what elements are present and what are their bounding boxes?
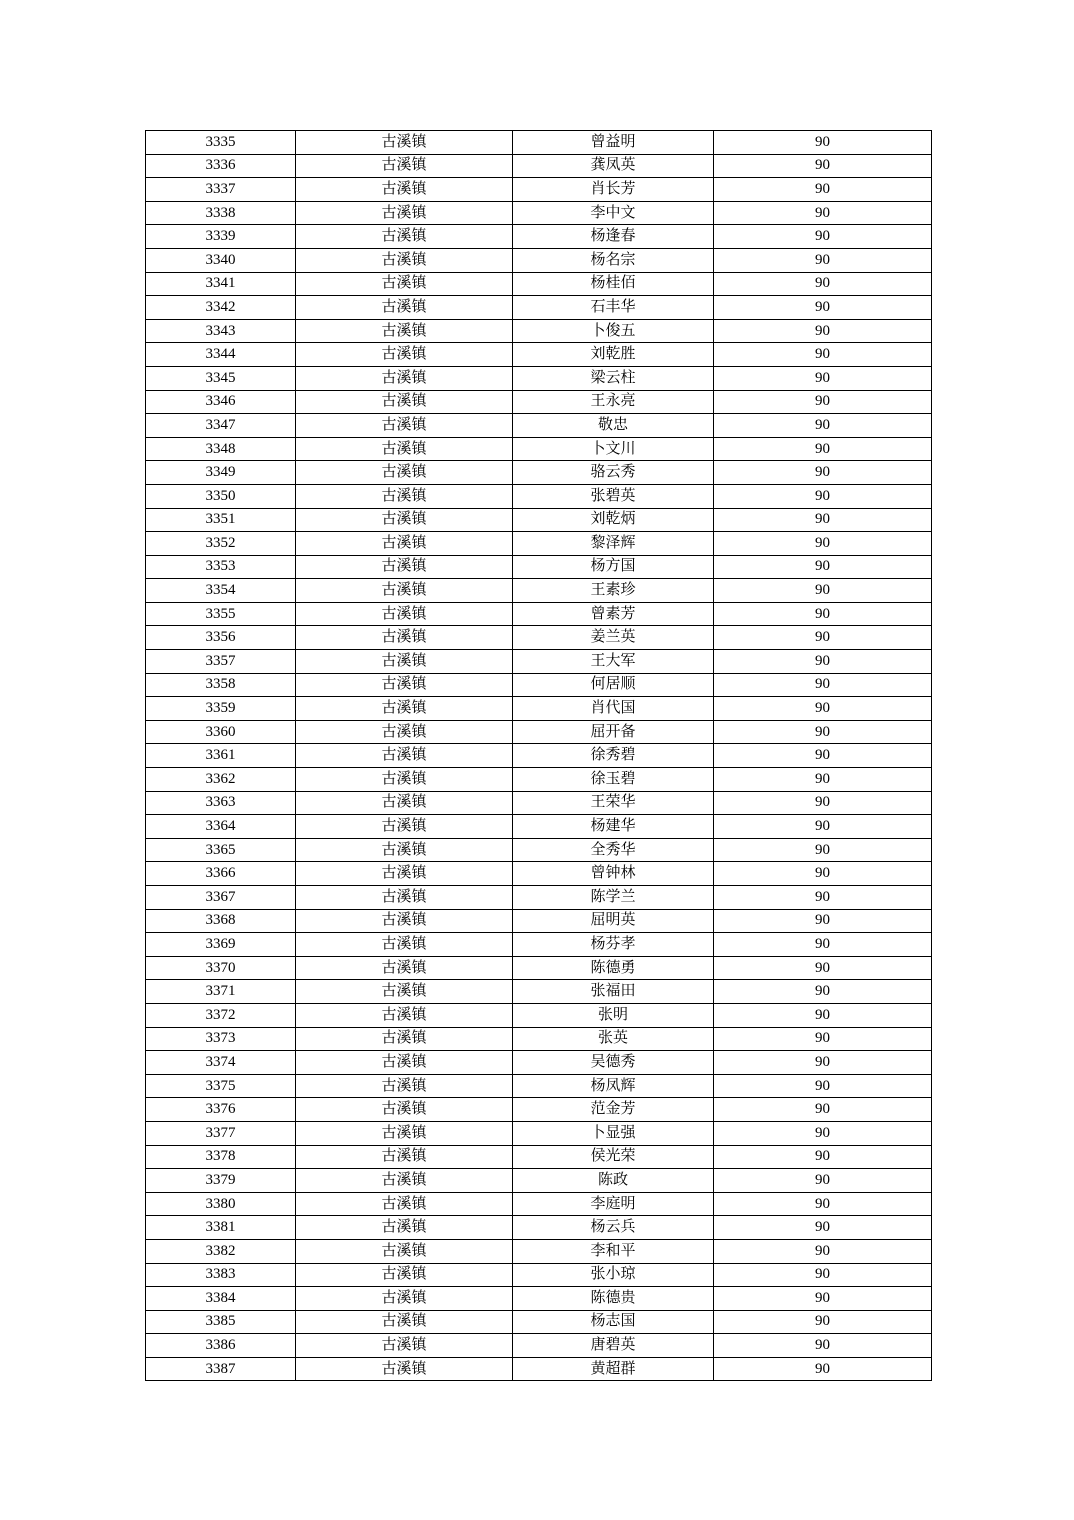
cell-score: 90	[714, 154, 932, 178]
cell-serial: 3345	[146, 366, 296, 390]
table-row	[146, 437, 932, 461]
cell-serial: 3382	[146, 1239, 296, 1263]
table-row	[146, 272, 932, 296]
cell-town: 古溪镇	[296, 131, 513, 155]
cell-serial: 3358	[146, 673, 296, 697]
cell-serial: 3346	[146, 390, 296, 414]
cell-serial: 3383	[146, 1263, 296, 1287]
cell-name: 范金芳	[513, 1098, 714, 1122]
cell-name: 张福田	[513, 980, 714, 1004]
cell-serial: 3357	[146, 650, 296, 674]
cell-name: 何居顺	[513, 673, 714, 697]
cell-score: 90	[714, 1145, 932, 1169]
table-row	[146, 414, 932, 438]
cell-serial: 3379	[146, 1169, 296, 1193]
table-row	[146, 1287, 932, 1311]
table-row	[146, 956, 932, 980]
table-row	[146, 673, 932, 697]
cell-serial: 3349	[146, 461, 296, 485]
table-row	[146, 178, 932, 202]
cell-town: 古溪镇	[296, 1334, 513, 1358]
cell-name: 杨桂佰	[513, 272, 714, 296]
cell-name: 卜文川	[513, 437, 714, 461]
cell-score: 90	[714, 272, 932, 296]
cell-town: 古溪镇	[296, 980, 513, 1004]
table-row	[146, 768, 932, 792]
cell-town: 古溪镇	[296, 697, 513, 721]
cell-name: 陈学兰	[513, 886, 714, 910]
cell-town: 古溪镇	[296, 1003, 513, 1027]
cell-name: 李和平	[513, 1239, 714, 1263]
cell-score: 90	[714, 838, 932, 862]
cell-score: 90	[714, 815, 932, 839]
table-row	[146, 838, 932, 862]
cell-town: 古溪镇	[296, 366, 513, 390]
cell-town: 古溪镇	[296, 1310, 513, 1334]
table-row	[146, 1357, 932, 1381]
table-row	[146, 579, 932, 603]
table-row	[146, 1121, 932, 1145]
cell-score: 90	[714, 555, 932, 579]
table-row	[146, 1098, 932, 1122]
cell-town: 古溪镇	[296, 437, 513, 461]
cell-score: 90	[714, 697, 932, 721]
cell-score: 90	[714, 1310, 932, 1334]
cell-name: 陈政	[513, 1169, 714, 1193]
cell-name: 黎泽辉	[513, 532, 714, 556]
cell-town: 古溪镇	[296, 933, 513, 957]
cell-serial: 3343	[146, 319, 296, 343]
cell-serial: 3339	[146, 225, 296, 249]
score-table	[145, 130, 932, 1381]
cell-name: 杨凤辉	[513, 1074, 714, 1098]
cell-score: 90	[714, 1074, 932, 1098]
cell-town: 古溪镇	[296, 886, 513, 910]
cell-name: 杨建华	[513, 815, 714, 839]
table-row	[146, 1334, 932, 1358]
cell-town: 古溪镇	[296, 343, 513, 367]
cell-serial: 3384	[146, 1287, 296, 1311]
cell-serial: 3351	[146, 508, 296, 532]
cell-town: 古溪镇	[296, 626, 513, 650]
cell-name: 吴德秀	[513, 1051, 714, 1075]
table-row	[146, 650, 932, 674]
cell-score: 90	[714, 1027, 932, 1051]
table-row	[146, 343, 932, 367]
table-row	[146, 980, 932, 1004]
cell-serial: 3361	[146, 744, 296, 768]
table-row	[146, 555, 932, 579]
cell-serial: 3380	[146, 1192, 296, 1216]
cell-serial: 3363	[146, 791, 296, 815]
cell-score: 90	[714, 980, 932, 1004]
cell-serial: 3378	[146, 1145, 296, 1169]
table-row	[146, 815, 932, 839]
cell-name: 屈明英	[513, 909, 714, 933]
cell-score: 90	[714, 532, 932, 556]
cell-name: 杨志国	[513, 1310, 714, 1334]
cell-score: 90	[714, 650, 932, 674]
cell-name: 杨逢春	[513, 225, 714, 249]
table-row	[146, 484, 932, 508]
cell-name: 姜兰英	[513, 626, 714, 650]
table-row	[146, 1239, 932, 1263]
cell-name: 杨名宗	[513, 248, 714, 272]
cell-score: 90	[714, 602, 932, 626]
cell-serial: 3385	[146, 1310, 296, 1334]
cell-score: 90	[714, 579, 932, 603]
cell-town: 古溪镇	[296, 1121, 513, 1145]
cell-town: 古溪镇	[296, 909, 513, 933]
cell-serial: 3373	[146, 1027, 296, 1051]
cell-serial: 3341	[146, 272, 296, 296]
cell-town: 古溪镇	[296, 1263, 513, 1287]
cell-town: 古溪镇	[296, 390, 513, 414]
cell-town: 古溪镇	[296, 673, 513, 697]
cell-town: 古溪镇	[296, 1192, 513, 1216]
cell-name: 张小琼	[513, 1263, 714, 1287]
cell-serial: 3354	[146, 579, 296, 603]
cell-score: 90	[714, 1121, 932, 1145]
cell-serial: 3353	[146, 555, 296, 579]
table-row	[146, 1003, 932, 1027]
cell-town: 古溪镇	[296, 414, 513, 438]
cell-town: 古溪镇	[296, 1287, 513, 1311]
cell-town: 古溪镇	[296, 1074, 513, 1098]
cell-serial: 3352	[146, 532, 296, 556]
cell-serial: 3365	[146, 838, 296, 862]
cell-name: 杨云兵	[513, 1216, 714, 1240]
cell-town: 古溪镇	[296, 862, 513, 886]
cell-name: 侯光荣	[513, 1145, 714, 1169]
cell-score: 90	[714, 933, 932, 957]
cell-town: 古溪镇	[296, 791, 513, 815]
cell-serial: 3347	[146, 414, 296, 438]
cell-name: 黄超群	[513, 1357, 714, 1381]
cell-score: 90	[714, 414, 932, 438]
cell-serial: 3374	[146, 1051, 296, 1075]
cell-town: 古溪镇	[296, 602, 513, 626]
cell-town: 古溪镇	[296, 579, 513, 603]
cell-serial: 3368	[146, 909, 296, 933]
cell-town: 古溪镇	[296, 768, 513, 792]
cell-name: 屈开备	[513, 720, 714, 744]
table-row	[146, 1169, 932, 1193]
cell-score: 90	[714, 673, 932, 697]
table-row	[146, 1263, 932, 1287]
cell-score: 90	[714, 1287, 932, 1311]
cell-name: 王荣华	[513, 791, 714, 815]
table-row	[146, 626, 932, 650]
cell-town: 古溪镇	[296, 1239, 513, 1263]
cell-name: 徐秀碧	[513, 744, 714, 768]
cell-name: 龚凤英	[513, 154, 714, 178]
cell-score: 90	[714, 131, 932, 155]
cell-town: 古溪镇	[296, 296, 513, 320]
cell-serial: 3360	[146, 720, 296, 744]
cell-town: 古溪镇	[296, 484, 513, 508]
table-row	[146, 131, 932, 155]
cell-score: 90	[714, 319, 932, 343]
cell-serial: 3372	[146, 1003, 296, 1027]
table-row	[146, 744, 932, 768]
cell-score: 90	[714, 1169, 932, 1193]
cell-name: 王大军	[513, 650, 714, 674]
cell-serial: 3371	[146, 980, 296, 1004]
cell-score: 90	[714, 1334, 932, 1358]
cell-serial: 3381	[146, 1216, 296, 1240]
cell-name: 陈德贵	[513, 1287, 714, 1311]
cell-name: 全秀华	[513, 838, 714, 862]
table-row	[146, 1074, 932, 1098]
cell-name: 刘乾炳	[513, 508, 714, 532]
table-row	[146, 248, 932, 272]
cell-score: 90	[714, 484, 932, 508]
cell-name: 肖长芳	[513, 178, 714, 202]
cell-score: 90	[714, 366, 932, 390]
cell-score: 90	[714, 1216, 932, 1240]
cell-name: 杨芬孝	[513, 933, 714, 957]
table-row	[146, 319, 932, 343]
cell-town: 古溪镇	[296, 1051, 513, 1075]
cell-serial: 3369	[146, 933, 296, 957]
cell-name: 徐玉碧	[513, 768, 714, 792]
cell-serial: 3348	[146, 437, 296, 461]
cell-town: 古溪镇	[296, 154, 513, 178]
cell-serial: 3375	[146, 1074, 296, 1098]
cell-score: 90	[714, 390, 932, 414]
cell-name: 张碧英	[513, 484, 714, 508]
table-row	[146, 791, 932, 815]
table-row	[146, 720, 932, 744]
cell-name: 唐碧英	[513, 1334, 714, 1358]
table-row	[146, 1192, 932, 1216]
cell-town: 古溪镇	[296, 555, 513, 579]
cell-score: 90	[714, 626, 932, 650]
cell-serial: 3367	[146, 886, 296, 910]
table-row	[146, 508, 932, 532]
table-row	[146, 296, 932, 320]
cell-serial: 3336	[146, 154, 296, 178]
cell-serial: 3359	[146, 697, 296, 721]
cell-score: 90	[714, 508, 932, 532]
cell-score: 90	[714, 720, 932, 744]
cell-serial: 3387	[146, 1357, 296, 1381]
cell-name: 曾益明	[513, 131, 714, 155]
table-row	[146, 201, 932, 225]
cell-score: 90	[714, 225, 932, 249]
cell-score: 90	[714, 1357, 932, 1381]
cell-score: 90	[714, 909, 932, 933]
cell-town: 古溪镇	[296, 508, 513, 532]
cell-town: 古溪镇	[296, 720, 513, 744]
table-row	[146, 697, 932, 721]
cell-serial: 3340	[146, 248, 296, 272]
cell-town: 古溪镇	[296, 744, 513, 768]
table-row	[146, 933, 932, 957]
cell-score: 90	[714, 1239, 932, 1263]
cell-town: 古溪镇	[296, 272, 513, 296]
cell-score: 90	[714, 178, 932, 202]
cell-score: 90	[714, 768, 932, 792]
cell-name: 刘乾胜	[513, 343, 714, 367]
cell-name: 王素珍	[513, 579, 714, 603]
cell-name: 曾素芳	[513, 602, 714, 626]
cell-score: 90	[714, 201, 932, 225]
cell-score: 90	[714, 744, 932, 768]
table-row	[146, 461, 932, 485]
table-row	[146, 1216, 932, 1240]
cell-town: 古溪镇	[296, 815, 513, 839]
cell-name: 梁云柱	[513, 366, 714, 390]
cell-score: 90	[714, 437, 932, 461]
cell-score: 90	[714, 248, 932, 272]
cell-town: 古溪镇	[296, 1145, 513, 1169]
cell-town: 古溪镇	[296, 1169, 513, 1193]
cell-serial: 3386	[146, 1334, 296, 1358]
cell-serial: 3370	[146, 956, 296, 980]
cell-name: 杨方国	[513, 555, 714, 579]
cell-serial: 3366	[146, 862, 296, 886]
table-body	[146, 131, 932, 1381]
table-row	[146, 862, 932, 886]
cell-serial: 3355	[146, 602, 296, 626]
table-row	[146, 1027, 932, 1051]
cell-serial: 3356	[146, 626, 296, 650]
cell-name: 张明	[513, 1003, 714, 1027]
cell-town: 古溪镇	[296, 225, 513, 249]
cell-town: 古溪镇	[296, 461, 513, 485]
cell-town: 古溪镇	[296, 956, 513, 980]
cell-town: 古溪镇	[296, 1357, 513, 1381]
cell-town: 古溪镇	[296, 248, 513, 272]
table-row	[146, 1051, 932, 1075]
table-row	[146, 909, 932, 933]
cell-serial: 3335	[146, 131, 296, 155]
cell-serial: 3364	[146, 815, 296, 839]
cell-name: 卜显强	[513, 1121, 714, 1145]
cell-name: 曾钟林	[513, 862, 714, 886]
table-row	[146, 602, 932, 626]
table-row	[146, 225, 932, 249]
cell-name: 骆云秀	[513, 461, 714, 485]
cell-serial: 3338	[146, 201, 296, 225]
table-row	[146, 886, 932, 910]
cell-name: 李庭明	[513, 1192, 714, 1216]
cell-name: 李中文	[513, 201, 714, 225]
cell-town: 古溪镇	[296, 1216, 513, 1240]
table-row	[146, 366, 932, 390]
cell-town: 古溪镇	[296, 650, 513, 674]
cell-town: 古溪镇	[296, 319, 513, 343]
cell-name: 卜俊五	[513, 319, 714, 343]
cell-name: 王永亮	[513, 390, 714, 414]
cell-score: 90	[714, 1003, 932, 1027]
cell-serial: 3342	[146, 296, 296, 320]
table-row	[146, 532, 932, 556]
cell-town: 古溪镇	[296, 178, 513, 202]
cell-score: 90	[714, 1192, 932, 1216]
cell-town: 古溪镇	[296, 201, 513, 225]
cell-score: 90	[714, 461, 932, 485]
cell-serial: 3377	[146, 1121, 296, 1145]
cell-name: 肖代国	[513, 697, 714, 721]
cell-score: 90	[714, 1051, 932, 1075]
cell-town: 古溪镇	[296, 1027, 513, 1051]
cell-serial: 3362	[146, 768, 296, 792]
cell-serial: 3344	[146, 343, 296, 367]
cell-name: 张英	[513, 1027, 714, 1051]
cell-score: 90	[714, 1263, 932, 1287]
cell-score: 90	[714, 862, 932, 886]
cell-score: 90	[714, 886, 932, 910]
cell-town: 古溪镇	[296, 1098, 513, 1122]
table-row	[146, 1145, 932, 1169]
cell-town: 古溪镇	[296, 532, 513, 556]
cell-score: 90	[714, 343, 932, 367]
table-row	[146, 154, 932, 178]
cell-town: 古溪镇	[296, 838, 513, 862]
cell-serial: 3350	[146, 484, 296, 508]
cell-serial: 3337	[146, 178, 296, 202]
cell-name: 石丰华	[513, 296, 714, 320]
cell-name: 陈德勇	[513, 956, 714, 980]
table-row	[146, 1310, 932, 1334]
cell-score: 90	[714, 791, 932, 815]
cell-score: 90	[714, 1098, 932, 1122]
cell-score: 90	[714, 956, 932, 980]
cell-score: 90	[714, 296, 932, 320]
cell-name: 敬忠	[513, 414, 714, 438]
cell-serial: 3376	[146, 1098, 296, 1122]
table-row	[146, 390, 932, 414]
